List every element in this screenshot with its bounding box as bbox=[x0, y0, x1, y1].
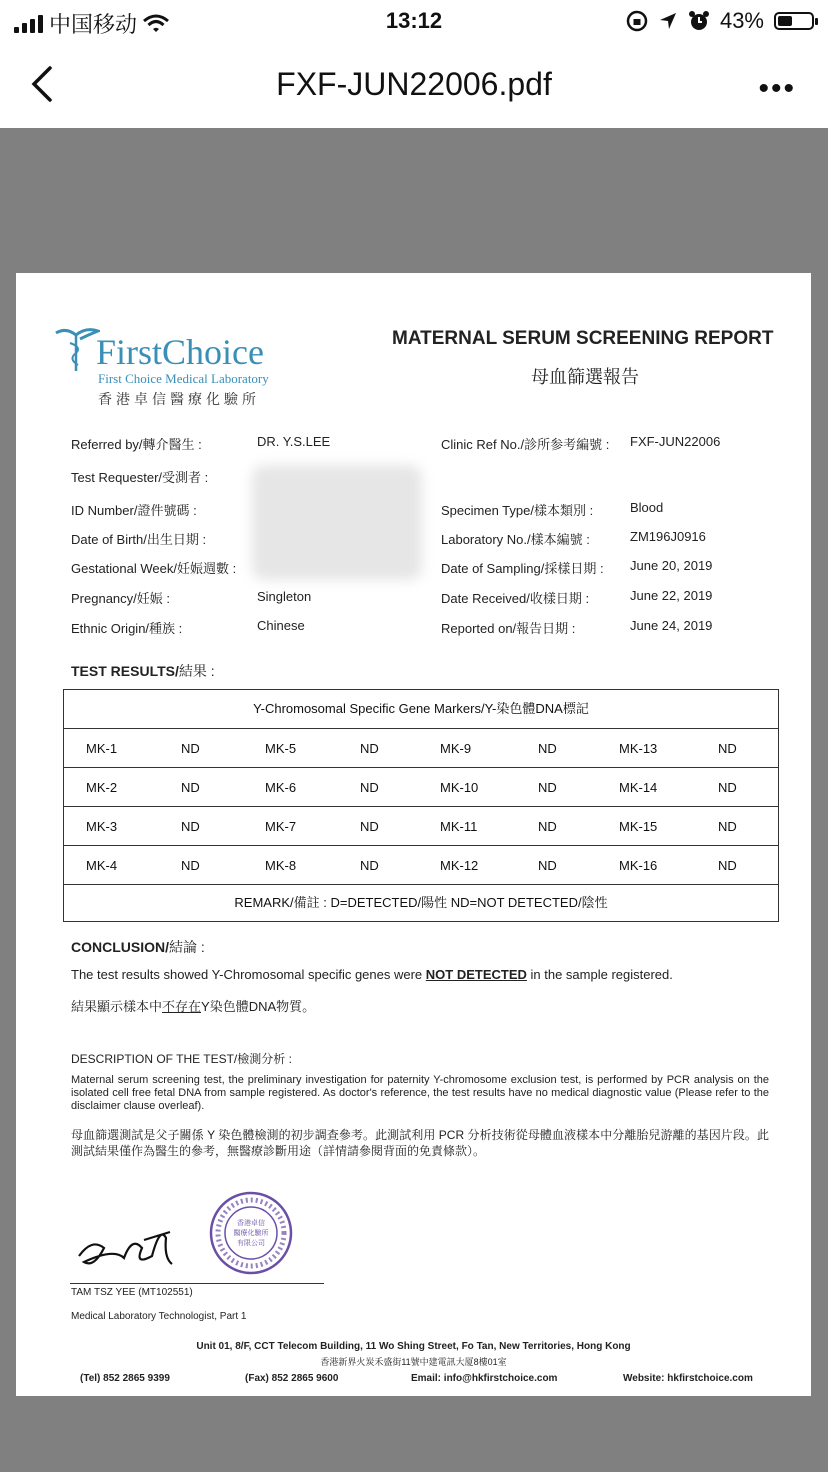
logo-chinese: 香港卓信醫療化驗所 bbox=[98, 391, 260, 407]
logo-name: FirstChoice bbox=[96, 332, 264, 372]
marker-result: ND bbox=[181, 858, 200, 873]
marker-name: MK-1 bbox=[86, 741, 118, 756]
conclusion-result: NOT DETECTED bbox=[425, 967, 527, 982]
marker-name: MK-5 bbox=[265, 741, 297, 756]
marker-name: MK-13 bbox=[619, 741, 658, 756]
conclusion-heading bbox=[71, 937, 205, 957]
description-cn: 母血篩選測試是父子關係 Y 染色體檢測的初步調查參考。此測試利用 PCR 分析技術從母體血液樣本中分離胎兒游離的基因片段。此測試結果僅作為醫生的參考，無醫療診斷用途（詳情請參閱背面的免責條款）。 bbox=[71, 1128, 769, 1158]
clock: 13:12 bbox=[385, 8, 443, 33]
conclusion-cn bbox=[71, 996, 315, 1015]
nav-bar bbox=[0, 44, 828, 128]
marker-name: MK-10 bbox=[440, 780, 479, 795]
signature-line bbox=[70, 1283, 324, 1284]
marker-name: MK-16 bbox=[619, 858, 658, 873]
signer-title: Medical Laboratory Technologist, Part 1 bbox=[71, 1311, 247, 1322]
description-en: Maternal serum screening test, the preliminary investigation for paternity Y-chromosome exclusion test, is performed by PCR analysis on the isolated cell free fetal DNA from sample registered. As doctor's reference, the test results have no medical diagnostic value (Please refer to the disclaimer clause overleaf). bbox=[71, 1074, 769, 1112]
logo-subtitle: First Choice Medical Laboratory bbox=[98, 371, 269, 386]
marker-name: MK-14 bbox=[619, 780, 658, 795]
marker-result: ND bbox=[538, 858, 557, 873]
conclusion-text: Y染色體DNA物質。 bbox=[201, 999, 316, 1014]
conclusion-text: 結果顯示樣本中 bbox=[71, 999, 163, 1014]
results-table bbox=[63, 689, 779, 922]
lab-logo bbox=[96, 333, 269, 409]
heading-cn: 結果 : bbox=[178, 663, 215, 679]
footer-address-en: Unit 01, 8/F, CCT Telecom Building, 11 Wo Shing Street, Fo Tan, New Territories, Hong Kong bbox=[196, 1341, 631, 1352]
marker-name: MK-8 bbox=[265, 858, 297, 873]
report-title: MATERNAL SERUM SCREENING REPORT bbox=[392, 328, 774, 349]
info-label: ID Number/證件號碼 : bbox=[71, 503, 197, 518]
marker-result: ND bbox=[538, 819, 557, 834]
conclusion-result: 不存在 bbox=[162, 999, 202, 1014]
signature-image bbox=[74, 1218, 194, 1278]
table-row bbox=[64, 729, 778, 768]
conclusion-text: The test results showed Y-Chromosomal specific genes were bbox=[71, 967, 426, 982]
document-title: FXF-JUN22006.pdf bbox=[276, 66, 552, 102]
info-label: Date Received/收樣日期 : bbox=[441, 591, 590, 606]
marker-name: MK-11 bbox=[440, 819, 478, 834]
battery-fill bbox=[778, 16, 792, 26]
marker-result: ND bbox=[181, 819, 200, 834]
marker-result: ND bbox=[181, 741, 200, 756]
battery-percent: 43% bbox=[719, 8, 764, 33]
marker-result: ND bbox=[718, 819, 737, 834]
info-value: DR. Y.S.LEE bbox=[257, 434, 331, 449]
marker-result: ND bbox=[360, 819, 379, 834]
svg-text:有限公司: 有限公司 bbox=[237, 1239, 265, 1247]
info-label: Gestational Week/妊娠週數 : bbox=[71, 561, 237, 576]
info-label: Date of Birth/出生日期 : bbox=[71, 532, 207, 547]
footer-address-cn: 香港新界火炭禾盛街11號中建電訊大厦8樓01室 bbox=[320, 1357, 507, 1367]
battery-icon bbox=[774, 12, 814, 30]
marker-name: MK-6 bbox=[265, 780, 297, 795]
signer-name: TAM TSZ YEE (MT102551) bbox=[71, 1287, 193, 1298]
info-label: Ethnic Origin/種族 : bbox=[71, 621, 183, 636]
test-results-heading bbox=[71, 661, 215, 681]
info-value: June 20, 2019 bbox=[630, 558, 713, 573]
marker-name: MK-3 bbox=[86, 819, 118, 834]
marker-result: ND bbox=[718, 780, 737, 795]
marker-name: MK-9 bbox=[440, 741, 472, 756]
status-right bbox=[626, 8, 814, 34]
marker-result: ND bbox=[360, 858, 379, 873]
table-remark: REMARK/備註 : D=DETECTED/陽性 ND=NOT DETECTED/陰性 bbox=[234, 895, 608, 910]
marker-name: MK-15 bbox=[619, 819, 658, 834]
info-value: Blood bbox=[630, 500, 664, 515]
location-icon bbox=[658, 11, 678, 31]
marker-name: MK-7 bbox=[265, 819, 297, 834]
heading-en: CONCLUSION/ bbox=[71, 939, 169, 955]
info-value: ZM196J0916 bbox=[630, 529, 706, 544]
report-title-cn: 母血篩選報告 bbox=[531, 367, 639, 387]
marker-result: ND bbox=[360, 780, 379, 795]
alarm-icon bbox=[688, 10, 710, 32]
svg-text:香港卓信: 香港卓信 bbox=[237, 1219, 265, 1227]
heading-en: TEST RESULTS/ bbox=[71, 663, 179, 679]
marker-result: ND bbox=[181, 780, 200, 795]
conclusion-en bbox=[71, 967, 673, 982]
info-value: June 24, 2019 bbox=[630, 618, 713, 633]
table-row bbox=[64, 807, 778, 846]
svg-text:醫療化驗所: 醫療化驗所 bbox=[233, 1229, 269, 1237]
marker-name: MK-2 bbox=[86, 780, 118, 795]
info-label: Specimen Type/樣本類別 : bbox=[441, 503, 594, 518]
info-label: Referred by/轉介醫生 : bbox=[71, 437, 202, 452]
info-label: Pregnancy/妊娠 : bbox=[71, 591, 170, 606]
more-options-button[interactable]: ••• bbox=[758, 72, 796, 105]
info-value: June 22, 2019 bbox=[630, 588, 713, 603]
marker-result: ND bbox=[718, 858, 737, 873]
description-heading: DESCRIPTION OF THE TEST/檢測分析 : bbox=[71, 1052, 292, 1066]
orientation-lock-icon bbox=[626, 10, 648, 32]
marker-name: MK-12 bbox=[440, 858, 479, 873]
info-value: FXF-JUN22006 bbox=[630, 434, 721, 449]
info-label: Clinic Ref No./診所参考編號 : bbox=[441, 437, 610, 452]
company-seal-stamp bbox=[209, 1191, 293, 1275]
marker-name: MK-4 bbox=[86, 858, 118, 873]
caduceus-logo-icon bbox=[54, 325, 100, 373]
table-row bbox=[64, 768, 778, 807]
info-label: Test Requester/受測者 : bbox=[71, 470, 209, 485]
info-value: Chinese bbox=[257, 618, 305, 633]
redacted-area bbox=[252, 465, 422, 580]
info-label: Date of Sampling/採樣日期 : bbox=[441, 561, 604, 576]
heading-cn: 結論 : bbox=[169, 939, 205, 955]
table-row bbox=[64, 846, 778, 885]
footer-email: Email: info@hkfirstchoice.com bbox=[411, 1373, 558, 1384]
marker-result: ND bbox=[538, 741, 557, 756]
footer-fax: (Fax) 852 2865 9600 bbox=[245, 1373, 339, 1384]
footer-tel: (Tel) 852 2865 9399 bbox=[80, 1373, 170, 1384]
carrier-label: 中国移动 bbox=[49, 12, 138, 37]
marker-result: ND bbox=[718, 741, 737, 756]
pdf-page bbox=[16, 273, 811, 1396]
info-label: Reported on/報告日期 : bbox=[441, 621, 576, 636]
info-label: Laboratory No./樣本編號 : bbox=[441, 532, 590, 547]
info-value: Singleton bbox=[257, 589, 312, 604]
marker-result: ND bbox=[360, 741, 379, 756]
status-bar bbox=[0, 0, 828, 44]
conclusion-text: in the sample registered. bbox=[526, 967, 673, 982]
footer-website: Website: hkfirstchoice.com bbox=[623, 1373, 753, 1384]
table-header: Y-Chromosomal Specific Gene Markers/Y-染色體DNA標記 bbox=[64, 690, 778, 729]
marker-result: ND bbox=[538, 780, 557, 795]
